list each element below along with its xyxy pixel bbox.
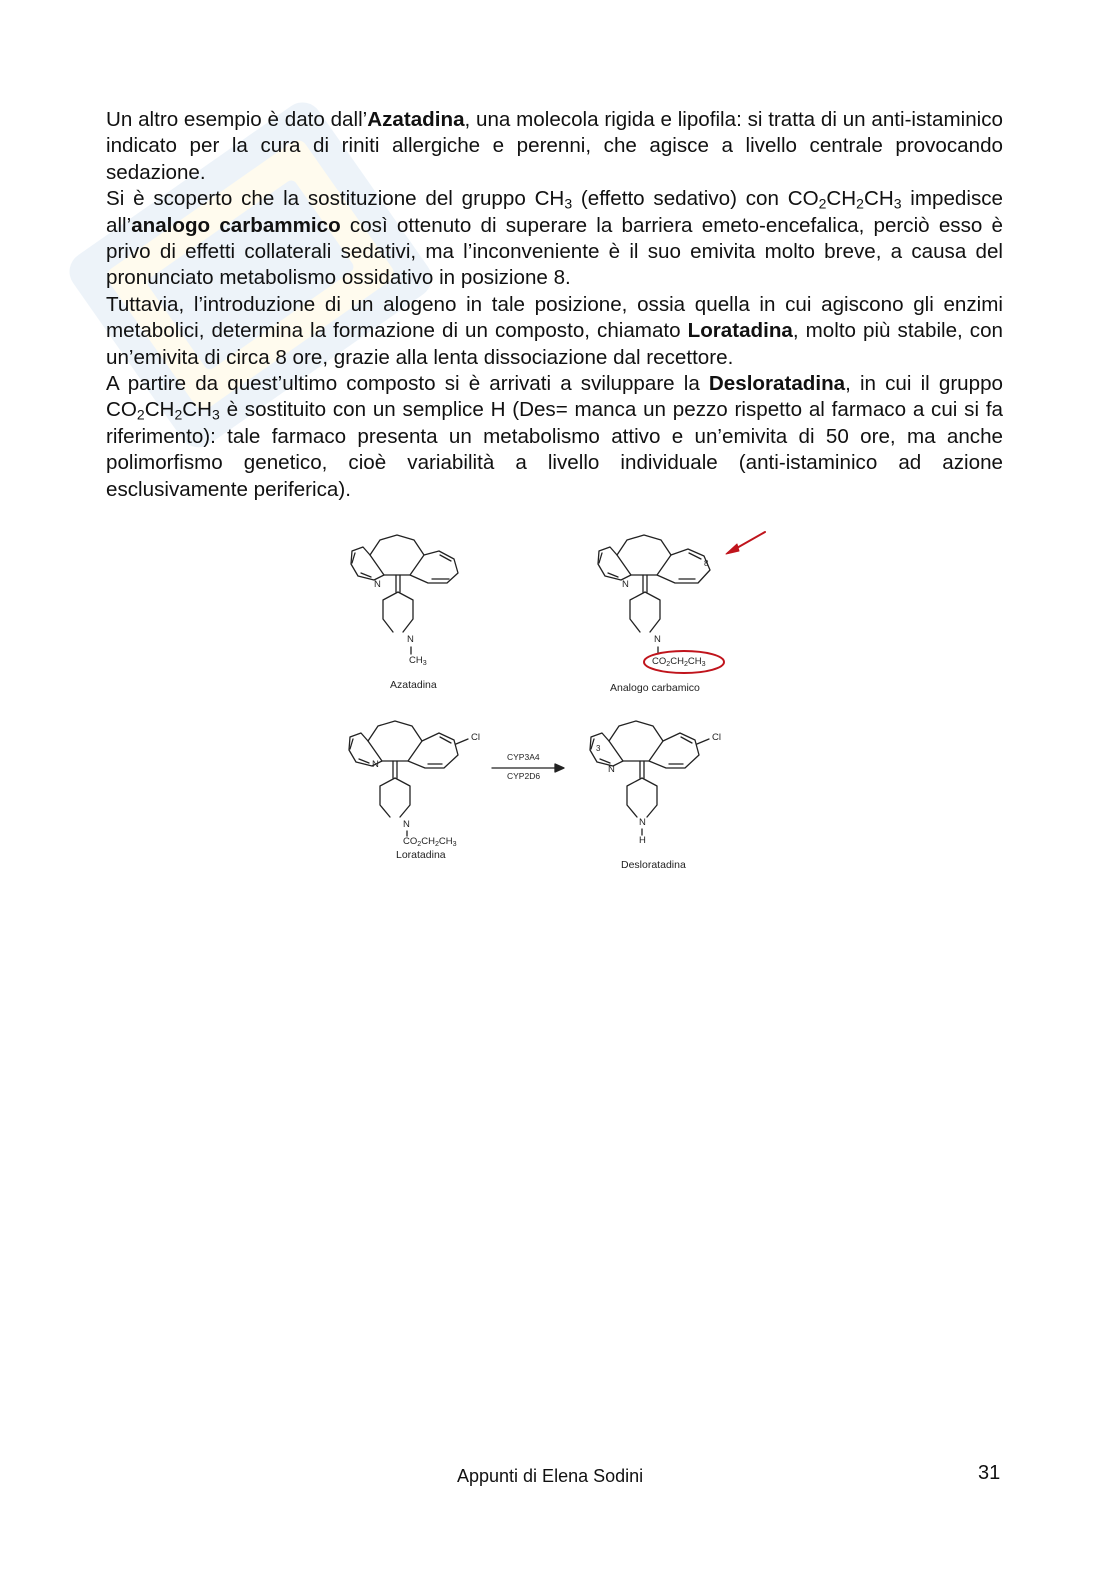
cycloheptane-ring — [609, 721, 663, 761]
term-analogo-carbammico: analogo carbammico — [131, 213, 341, 237]
exocyclic-double-bond — [393, 761, 397, 778]
position-label-3: 3 — [596, 744, 601, 753]
atom-label-n: N — [654, 634, 661, 645]
subscript: 3 — [701, 659, 706, 668]
text-run: così ottenuto di superare la barriera emeto-encefalica, perciò esso è privo di effetti collaterali sedativi, ma l’inconveniente è il suo emivita molto breve, a causa del pronunciato metabolismo ossidativo in posizione 8. — [106, 213, 1003, 290]
text-run: CH — [863, 187, 894, 211]
position-8-arrow-head — [726, 544, 739, 554]
text-run: , molto più stabile, con un’emivita di circa 8 ore, grazie alla lenta dissociazione dal recettore. — [106, 319, 1004, 369]
atom-label-carbamate — [403, 837, 457, 847]
paragraph-loratadina — [106, 292, 1003, 371]
text-run: CH — [826, 187, 857, 211]
chloro-bond — [456, 739, 468, 744]
structures-figure — [340, 520, 780, 880]
enzyme-label-cyp3a4: CYP3A4 — [507, 752, 540, 762]
enzyme-label-cyp2d6: CYP2D6 — [507, 771, 541, 781]
atom-label-n: N — [407, 634, 414, 645]
molecule-azatadina — [351, 535, 458, 654]
pyridine-double-bonds — [352, 553, 371, 577]
atom-text: CH — [421, 836, 435, 847]
piperidine-ring — [383, 592, 413, 632]
subscript: 3 — [452, 839, 457, 848]
text-run: Un altro esempio è dato dall’ — [106, 108, 368, 131]
position-label-8: 8 — [704, 559, 709, 568]
cycloheptane-ring — [370, 535, 424, 575]
subscript: 2 — [683, 659, 688, 668]
cycloheptane-ring — [617, 535, 671, 575]
atom-label-carbamate — [652, 657, 706, 667]
subscript: 3 — [564, 195, 573, 212]
molecule-desloratadina — [590, 721, 709, 835]
subscript: 2 — [174, 406, 183, 423]
benzene-ring — [657, 549, 710, 583]
text-run: (effetto sedativo) con CO — [572, 187, 819, 211]
exocyclic-double-bond — [640, 761, 644, 778]
subscript: 2 — [136, 406, 145, 423]
piperidine-ring — [380, 778, 410, 817]
subscript: 2 — [434, 839, 439, 848]
benzene-ring — [410, 551, 458, 583]
subscript: 2 — [417, 839, 422, 848]
term-desloratadina: Desloratadina — [708, 372, 846, 396]
benzene-double-bonds — [428, 737, 451, 764]
atom-text: CO — [403, 836, 418, 847]
pyridine-double-bonds — [591, 739, 610, 763]
subscript: 2 — [856, 195, 864, 212]
paragraph-analogo-carbammico — [106, 186, 1003, 292]
benzene-double-bonds — [679, 553, 701, 579]
paragraph-azatadina — [106, 107, 1003, 186]
cycloheptane-ring — [368, 721, 422, 761]
benzene-double-bonds — [432, 555, 451, 579]
text-run: Si è scoperto che la sostituzione del gruppo CH — [106, 187, 565, 211]
page-number: 31 — [978, 1462, 1001, 1484]
arrow-head — [555, 764, 564, 772]
atom-label-n: N — [374, 579, 381, 590]
exocyclic-double-bond — [643, 575, 647, 592]
subscript: 2 — [818, 195, 827, 212]
atom-label-n: N — [372, 759, 379, 770]
chloro-bond — [697, 739, 709, 744]
text-run: impedisce all’ — [106, 187, 1003, 237]
exocyclic-double-bond — [396, 575, 400, 592]
footer-author: Appunti di Elena Sodini — [457, 1466, 644, 1486]
atom-text: CO — [652, 656, 667, 667]
molecule-name-azatadina: Azatadina — [390, 679, 437, 691]
atom-label-n: N — [639, 817, 646, 828]
piperidine-ring — [627, 778, 657, 817]
term-loratadina: Loratadina — [687, 319, 793, 343]
atom-label-n: N — [622, 579, 629, 590]
atom-label-ch3 — [409, 656, 427, 666]
atom-label-h: H — [639, 835, 646, 846]
pyridine-double-bonds — [350, 739, 369, 763]
subscript: 3 — [893, 195, 902, 212]
paragraph-desloratadina — [106, 371, 1003, 503]
text-run: Tuttavia, l’introduzione di un alogeno in tale posizione, ossia quella in cui agiscono gli enzimi metabolici, determina la formazione di un composto, chiamato — [106, 292, 1003, 343]
pyridine-double-bonds — [599, 553, 618, 577]
molecule-name-desloratadina: Desloratadina — [621, 859, 686, 871]
atom-label-cl: Cl — [712, 732, 721, 743]
atom-label-n: N — [608, 764, 615, 775]
piperidine-ring — [630, 592, 660, 632]
subscript: 3 — [211, 406, 220, 423]
subscript: 2 — [666, 659, 671, 668]
term-azatadina: Azatadina — [367, 108, 465, 131]
atom-label-cl: Cl — [471, 732, 480, 743]
atom-text: CH — [670, 656, 684, 667]
atom-text: CH — [438, 836, 453, 847]
text-run: è sostituito con un semplice H (Des= manca un pezzo rispetto al farmaco a cui si fa riferimento): tale farmaco presenta un metabolismo attivo e un’emivita di 50 ore, ma anche polimorfismo genetico, cioè variabilità a livello individuale (anti-istaminico ad azione esclusivamente periferica). — [106, 398, 1003, 501]
molecule-analogo-carbamico — [598, 532, 765, 673]
text-run: A partire da quest’ultimo composto si è arrivati a sviluppare la — [106, 372, 709, 396]
molecule-name-loratadina: Loratadina — [396, 849, 446, 861]
text-run: CH — [144, 398, 175, 422]
body-text — [106, 107, 1003, 503]
text-run: CH — [182, 398, 212, 422]
text-run: , in cui il gruppo CO — [106, 372, 1003, 422]
atom-text: CH — [687, 656, 702, 667]
atom-text: CH — [409, 655, 423, 666]
molecule-name-analogo-carbamico: Analogo carbamico — [610, 682, 700, 694]
benzene-double-bonds — [669, 737, 692, 764]
subscript: 3 — [422, 658, 427, 667]
atom-label-n: N — [403, 819, 410, 830]
text-run: , una molecola rigida e lipofila: si tratta di un anti-istaminico indicato per la cura di riniti allergiche e perenni, che agisce a livello centrale provocando sedazione. — [106, 108, 1003, 184]
